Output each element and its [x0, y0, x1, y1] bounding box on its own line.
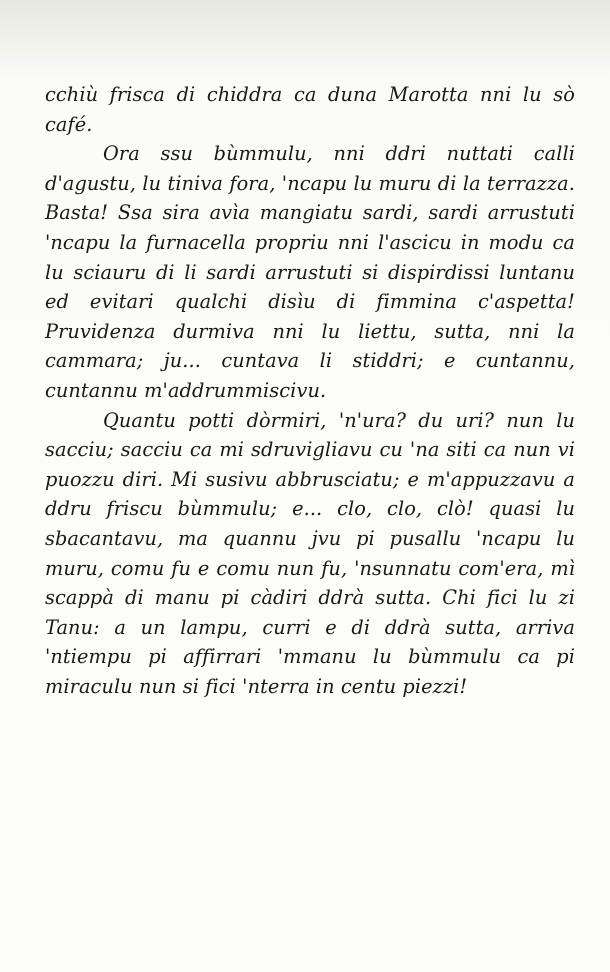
- page-top-shadow: [0, 0, 610, 78]
- paragraph-3: Quantu potti dòrmiri, 'n'ura? du uri? nun lu sacciu; sacciu ca mi sdruvigliavu cu 'na siti ca nun vi puozzu diri. Mi susivu abbrusciatu; e m'appuzzavu a ddru friscu bùmmulu; e... clo, clo, clò! quasi lu sbacantavu, ma quannu jvu pi pusallu 'ncapu lu muru, comu fu e comu nun fu, 'nsunnatu com'era, mì scappà di manu pi càdiri ddrà sutta. Chi fici lu zi Tanu: a un lampu, curri e di ddrà sutta, arriva 'ntiempu pi affirrari 'mmanu lu bùmmulu ca pi miraculu nun si fici 'nterra in centu piezzi!: [45, 408, 575, 698]
- paragraph-1: cchiù frisca di chiddra ca duna Marotta nni lu sò café.: [45, 83, 575, 136]
- paragraph-2: Ora ssu bùmmulu, nni ddri nuttati calli d'agustu, lu tiniva fora, 'ncapu lu muru di la terrazza. Basta! Ssa sira avìa mangiatu sardi, sardi arrustuti 'ncapu la furnacella propriu nni l'ascicu in modu ca lu sciauru di li sardi arrustuti si dispirdissi luntanu ed evitari qualchi disìu di fimmina c'aspetta! Pruvidenza durmiva nni lu liettu, sutta, nni la cammara; ju... cuntava li stiddri; e cuntannu, cuntannu m'addrummiscivu.: [45, 142, 575, 402]
- body-text: [45, 80, 575, 701]
